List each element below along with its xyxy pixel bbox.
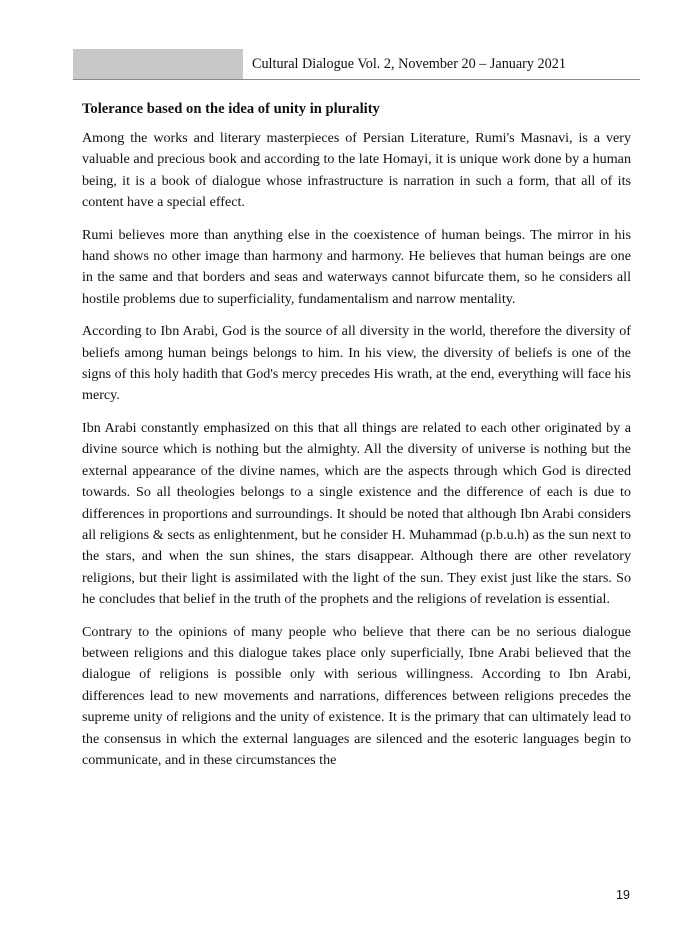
- paragraph-3: According to Ibn Arabi, God is the source of all diversity in the world, therefore the diversity of beliefs among human beings belongs to him. In his view, the diversity of beliefs is one of the signs of this holy hadith that God's mercy precedes His wrath, at the end, everything will face his mercy.: [82, 323, 631, 404]
- page-number: 19: [616, 888, 630, 902]
- section-heading: Tolerance based on the idea of unity in plurality: [82, 101, 380, 117]
- header-rule: [73, 79, 640, 80]
- paragraph-2: Rumi believes more than anything else in the coexistence of human beings. The mirror in his hand shows no other image than harmony and harmony. He believes that human beings are one in the same and that borders and seas and waterways cannot bifurcate them, so he considers all hostile problems due to superficiality, fundamentalism and narrow mentality.: [82, 226, 631, 307]
- paragraph-1: Among the works and literary masterpieces of Persian Literature, Rumi's Masnavi, is a very valuable and precious book and according to the late Homayi, it is unique work done by a human being, it is a book of dialogue whose infrastructure is narration in such a form, that all of its content have a special effect.: [82, 130, 631, 211]
- page-body: [82, 100, 631, 782]
- running-header: Cultural Dialogue Vol. 2, November 20 – January 2021: [252, 56, 566, 72]
- paragraph-4: Ibn Arabi constantly emphasized on this that all things are related to each other originated by a divine source which is nothing but the almighty. All the diversity of universe is nothing but the external appearance of the divine names, which are the aspects through which God is directed towards. So all theologies belongs to a single existence and the difference of each is due to differences in proportions and surroundings. It should be noted that although Ibn Arabi considers all religions & sects as enlightenment, but he consider H. Muhammad (p.b.u.h) as the sun next to the stars, and when the sun shines, the stars disappear. Although there are other revelatory religions, but their light is assimilated with the light of the sun. They exist just like the stars. So he concludes that belief in the truth of the prophets and the religions of revelation is essential.: [82, 419, 631, 608]
- header-gray-block: [73, 49, 243, 80]
- paragraph-5: Contrary to the opinions of many people who believe that there can be no serious dialogue between religions and this dialogue takes place only superficially, Ibne Arabi believed that the dialogue of religions is possible only with serious willingness. According to Ibn Arabi, differences lead to new movements and narrations, differences between religions precedes the supreme unity of religions and the unity of existence. It is the primary that can ultimately lead to the consensus in which the external languages are silenced and the esoteric languages begin to communicate, and in these circumstances the: [82, 623, 631, 768]
